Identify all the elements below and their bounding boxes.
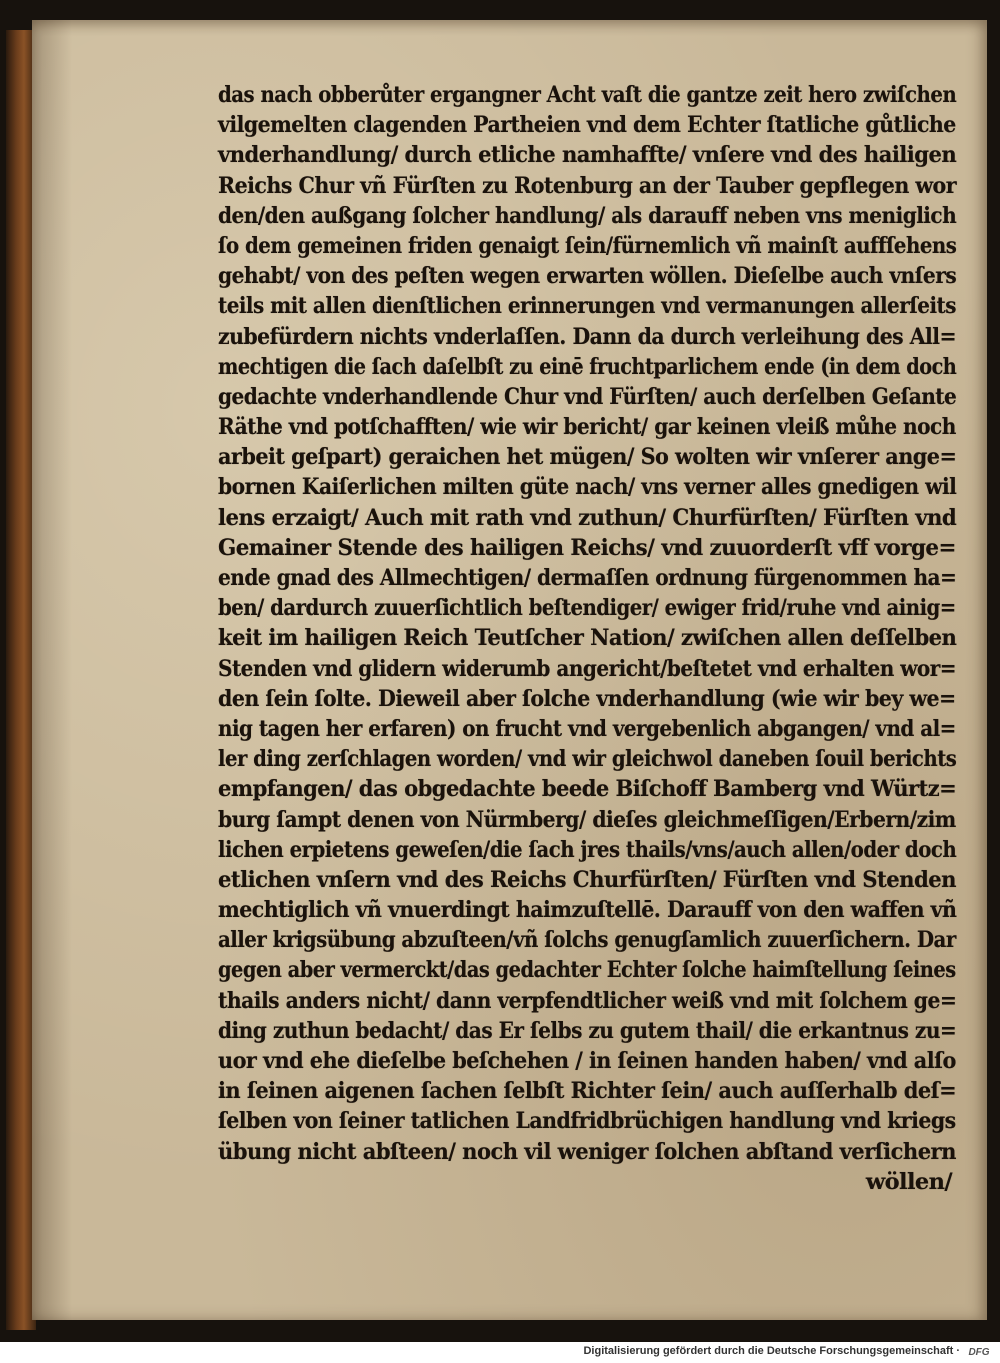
text-line: zubefürdern nichts vnderlaſſen. Dann da durch verleihung des All= xyxy=(218,323,957,350)
text-line: Gemainer Stende des hailigen Reichs/ vnd zuuorderſt vff vorge= xyxy=(218,534,956,561)
text-line: teils mit allen dienſtlichen erinnerungen vnd vermanungen allerſeits xyxy=(218,293,956,320)
text-line: arbeit geſpart) geraichen het mügen/ So wolten wir vnſerer ange= xyxy=(218,444,957,471)
text-line: uor vnd ehe dieſelbe beſchehen / in ſeinen handen haben/ vnd alſo xyxy=(218,1048,956,1074)
catchword: wöllen/ xyxy=(865,1168,952,1195)
text-line: in ſeinen aigenen ſachen ſelbſt Richter ſein/ auch auſſerhalb deſ= xyxy=(218,1078,957,1105)
text-line: Reichs Chur vñ Fürſten zu Rotenburg an der Tauber gepflegen wor xyxy=(218,172,957,199)
text-line: gegen aber vermerckt/das gedachter Echter ſolche haimſtellung ſeines xyxy=(218,957,956,984)
text-line: mechtigen die ſach daſelbſt zu einē fruchtparlichem ende (in dem doch xyxy=(218,353,957,380)
text-line: den/den außgang ſolcher handlung/ als darauff neben vns meniglich xyxy=(218,202,957,229)
text-line: ding zuthun bedacht/ das Er ſelbs zu gutem thail/ die erkantnus zu= xyxy=(218,1017,957,1044)
text-line: etlichen vnſern vnd des Reichs Churfürſten/ Fürſten vnd Stenden xyxy=(218,866,956,893)
text-line: ben/ dardurch zuuerſichtlich beſtendiger/ ewiger frid/ruhe vnd ainig= xyxy=(218,595,956,622)
funding-notice: Digitalisierung gefördert durch die Deutsche Forschungsgemeinschaft · xyxy=(583,1345,960,1357)
footer-bar xyxy=(0,1342,1000,1363)
text-line: bornen Kaiſerlichen milten güte nach/ vns verner alles gnedigen wil xyxy=(218,474,957,501)
text-line: gedachte vnderhandlende Chur vnd Fürſten/ auch derſelben Geſante xyxy=(218,383,957,410)
text-line: das nach obberůter ergangner Acht vaſt die gantze zeit hero zwiſchen xyxy=(218,82,957,108)
dfg-logo: DFG xyxy=(968,1347,990,1358)
text-line: Stenden vnd glidern widerumb angericht/beſtetet vnd erhalten wor= xyxy=(218,655,957,682)
text-line: lichen erpietens geweſen/die ſach jres thails/vns/auch allen/oder doch xyxy=(218,836,957,863)
text-line: den ſein ſolte. Dieweil aber ſolche vnderhandlung (wie wir bey we= xyxy=(218,685,956,712)
text-line: lens erzaigt/ Auch mit rath vnd zuthun/ Churfürſten/ Fürſten vnd xyxy=(218,504,957,531)
text-line: gehabt/ von des peſten wegen erwarten wöllen. Dieſelbe auch vnſers xyxy=(218,263,957,290)
page-text-block xyxy=(218,80,960,1197)
text-line: thails anders nicht/ dann verpfendtlicher weiß vnd mit ſolchem ge= xyxy=(218,987,957,1014)
text-line: ſelben von ſeiner tatlichen Landfridbrüchigen handlung vnd kriegs xyxy=(218,1108,956,1135)
text-line: nig tagen her erfaren) on frucht vnd vergebenlich abgangen/ vnd al= xyxy=(218,715,956,742)
text-line: übung nicht abſteen/ noch vil weniger ſolchen abſtand verſichern xyxy=(218,1138,956,1165)
text-line: vnderhandlung/ durch etliche namhaffte/ vnſere vnd des hailigen xyxy=(218,142,957,169)
text-line: Räthe vnd potſchafften/ wie wir bericht/ gar keinen vleiß můhe noch xyxy=(218,414,956,441)
text-line: ſo dem gemeinen friden genaigt ſein/fürnemlich vñ mainſt auffſehens xyxy=(218,232,957,259)
text-line: ende gnad des Allmechtigen/ dermaſſen ordnung fürgenommen ha= xyxy=(218,565,957,591)
text-line: ler ding zerſchlagen worden/ vnd wir gleichwol daneben ſouil berichts xyxy=(218,746,957,773)
text-line: mechtiglich vñ vnuerdingt haimzuſtellē. Darauff von den waffen vñ xyxy=(218,897,957,924)
text-line: vilgemelten clagenden Partheien vnd dem Echter ſtatliche gůtliche xyxy=(218,112,956,139)
text-line: empfangen/ das obgedachte beede Biſchoff Bamberg vnd Würtz= xyxy=(218,776,957,803)
text-line: aller krigsübung abzuſteen/vñ ſolchs genugſamlich zuuerſichern. Dar xyxy=(218,927,956,954)
text-line: burg ſampt denen von Nürmberg/ dieſes gleichmeſſigen/Erbern/zim xyxy=(218,806,956,833)
text-line: keit im hailigen Reich Teutſcher Nation/ zwiſchen allen deſſelben xyxy=(218,625,957,652)
